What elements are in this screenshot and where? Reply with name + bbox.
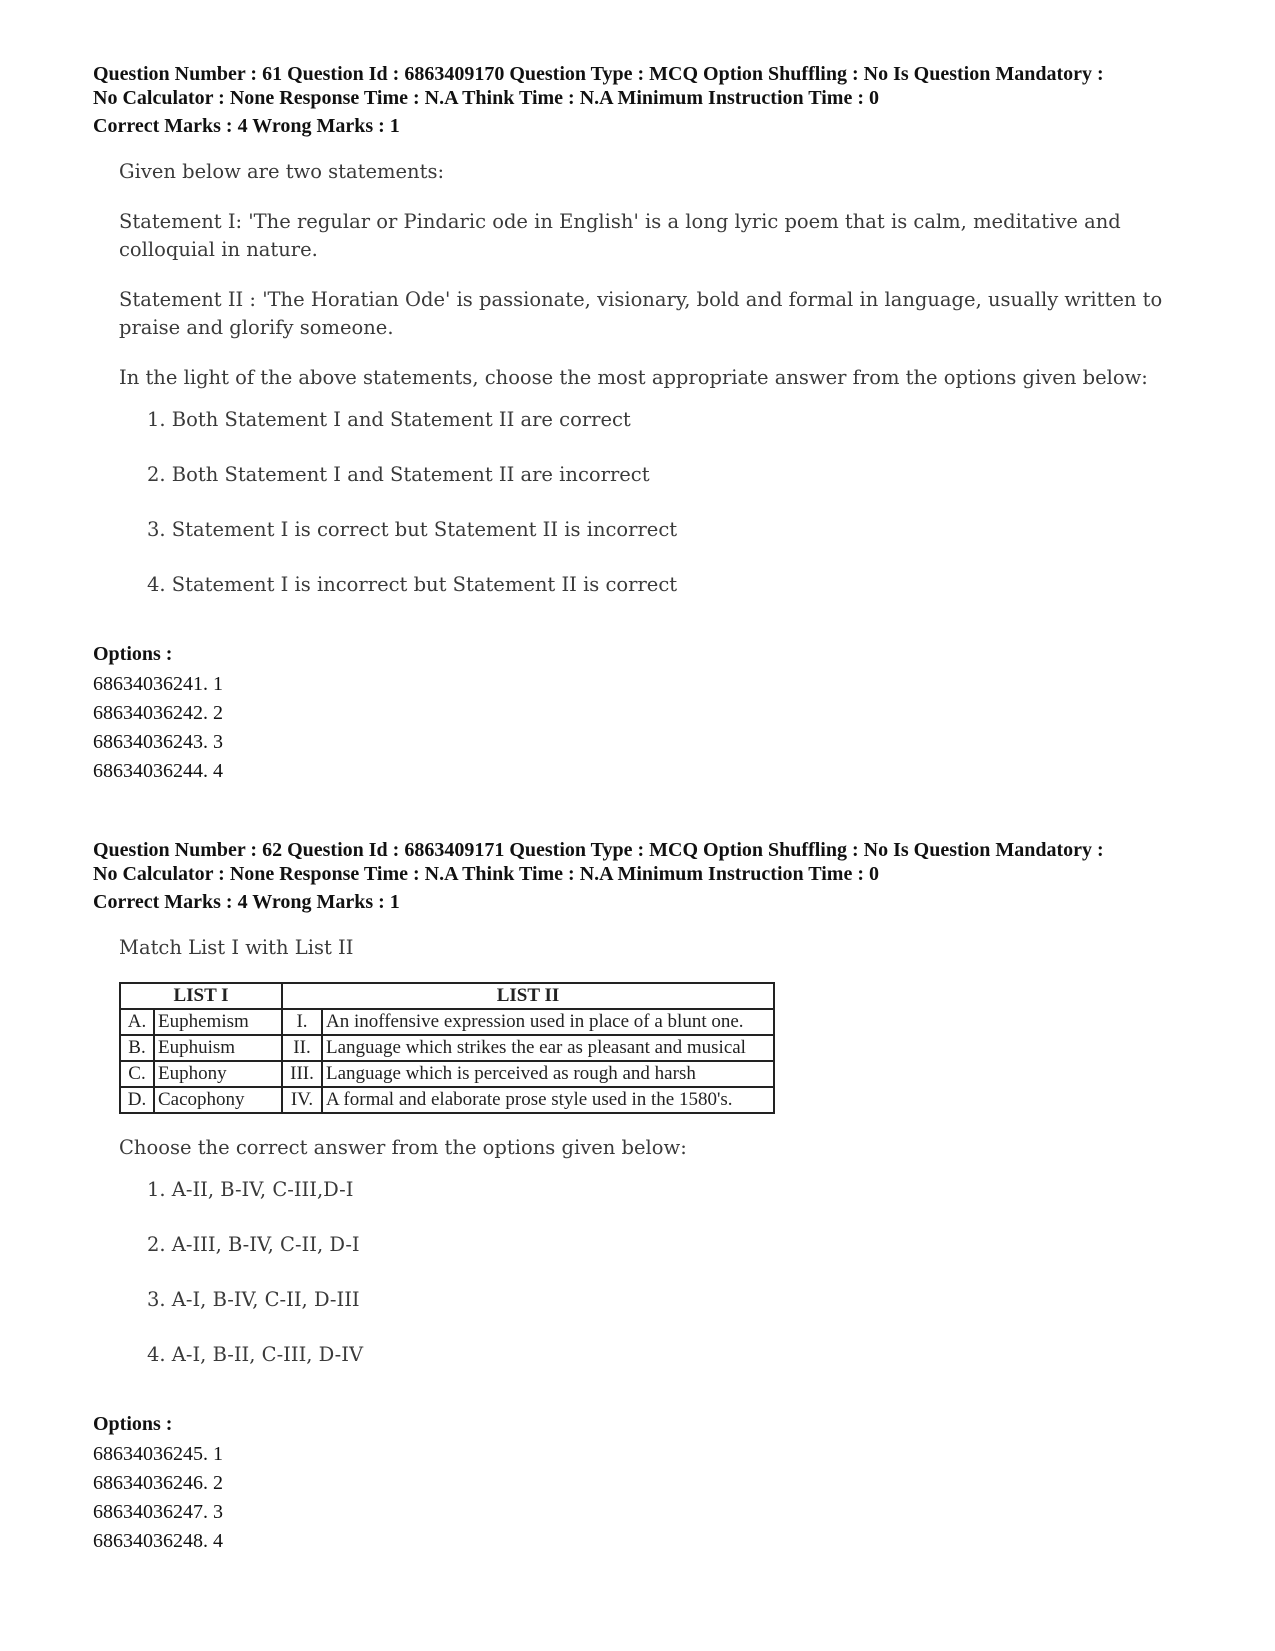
match-list-table bbox=[119, 982, 775, 1114]
question-meta bbox=[93, 838, 1203, 886]
row-key: B. bbox=[120, 1035, 154, 1061]
choice-4: 4. Statement I is incorrect but Statement II is correct bbox=[147, 573, 678, 596]
row-desc: A formal and elaborate prose style used in the 1580's. bbox=[322, 1087, 774, 1113]
answer-choices bbox=[147, 406, 1203, 626]
choice-3: 3. Statement I is correct but Statement II is incorrect bbox=[147, 518, 678, 541]
choice-4: 4. A-I, B-II, C-III, D-IV bbox=[147, 1343, 364, 1366]
option-id-1: 68634036241. 1 bbox=[93, 673, 223, 695]
meta-line-1: Question Number : 62 Question Id : 6863409171 Question Type : MCQ Option Shuffling : No Is Question Mandatory : bbox=[93, 839, 1104, 861]
row-num: IV. bbox=[282, 1087, 322, 1113]
question-instruction: In the light of the above statements, choose the most appropriate answer from the options given below: bbox=[119, 366, 1148, 389]
row-num: III. bbox=[282, 1061, 322, 1087]
options-label: Options : bbox=[93, 643, 173, 665]
statement-1: Statement I: 'The regular or Pindaric ode in English' is a long lyric poem that is calm, meditative and colloquial in nature. bbox=[119, 210, 1121, 261]
row-key: A. bbox=[120, 1009, 154, 1035]
option-id-3: 68634036243. 3 bbox=[93, 731, 223, 753]
choice-3: 3. A-I, B-IV, C-II, D-III bbox=[147, 1288, 360, 1311]
question-intro: Match List I with List II bbox=[119, 936, 354, 959]
row-num: II. bbox=[282, 1035, 322, 1061]
choice-1: 1. Both Statement I and Statement II are correct bbox=[147, 408, 631, 431]
choice-2: 2. Both Statement I and Statement II are incorrect bbox=[147, 463, 650, 486]
choice-2: 2. A-III, B-IV, C-II, D-I bbox=[147, 1233, 360, 1256]
question-intro: Given below are two statements: bbox=[119, 160, 445, 183]
row-term: Euphony bbox=[154, 1061, 282, 1087]
option-id-3: 68634036247. 3 bbox=[93, 1501, 223, 1523]
marks-line: Correct Marks : 4 Wrong Marks : 1 bbox=[93, 115, 400, 137]
answer-choices bbox=[147, 1176, 1203, 1396]
option-id-2: 68634036246. 2 bbox=[93, 1472, 223, 1494]
row-key: C. bbox=[120, 1061, 154, 1087]
question-instruction: Choose the correct answer from the options given below: bbox=[119, 1136, 687, 1159]
choice-1: 1. A-II, B-IV, C-III,D-I bbox=[147, 1178, 354, 1201]
row-desc: Language which strikes the ear as pleasant and musical bbox=[322, 1035, 774, 1061]
meta-line-2: No Calculator : None Response Time : N.A Think Time : N.A Minimum Instruction Time : 0 bbox=[93, 863, 879, 885]
question-meta bbox=[93, 62, 1203, 110]
option-id-4: 68634036248. 4 bbox=[93, 1530, 223, 1552]
option-id-list bbox=[93, 1440, 1203, 1556]
table-row bbox=[120, 1009, 774, 1035]
statement-2: Statement II : 'The Horatian Ode' is passionate, visionary, bold and formal in language, usually written to praise and glorify someone. bbox=[119, 288, 1163, 339]
question-body bbox=[119, 158, 1203, 626]
row-term: Euphuism bbox=[154, 1035, 282, 1061]
meta-line-1: Question Number : 61 Question Id : 6863409170 Question Type : MCQ Option Shuffling : No Is Question Mandatory : bbox=[93, 63, 1104, 85]
table-row bbox=[120, 1061, 774, 1087]
row-term: Cacophony bbox=[154, 1087, 282, 1113]
option-id-2: 68634036242. 2 bbox=[93, 702, 223, 724]
marks-line: Correct Marks : 4 Wrong Marks : 1 bbox=[93, 891, 400, 913]
row-num: I. bbox=[282, 1009, 322, 1035]
table-header-row bbox=[120, 983, 774, 1009]
meta-line-2: No Calculator : None Response Time : N.A Think Time : N.A Minimum Instruction Time : 0 bbox=[93, 87, 879, 109]
table-row bbox=[120, 1035, 774, 1061]
option-id-1: 68634036245. 1 bbox=[93, 1443, 223, 1465]
question-body bbox=[119, 934, 1203, 1396]
row-desc: Language which is perceived as rough and harsh bbox=[322, 1061, 774, 1087]
row-key: D. bbox=[120, 1087, 154, 1113]
option-id-list bbox=[93, 670, 1203, 786]
list-2-header: LIST II bbox=[282, 983, 774, 1009]
list-1-header: LIST I bbox=[120, 983, 282, 1009]
table-row bbox=[120, 1087, 774, 1113]
row-desc: An inoffensive expression used in place of a blunt one. bbox=[322, 1009, 774, 1035]
question-61 bbox=[93, 62, 1203, 786]
option-id-4: 68634036244. 4 bbox=[93, 760, 223, 782]
options-label: Options : bbox=[93, 1413, 173, 1435]
question-62 bbox=[93, 838, 1203, 1556]
row-term: Euphemism bbox=[154, 1009, 282, 1035]
